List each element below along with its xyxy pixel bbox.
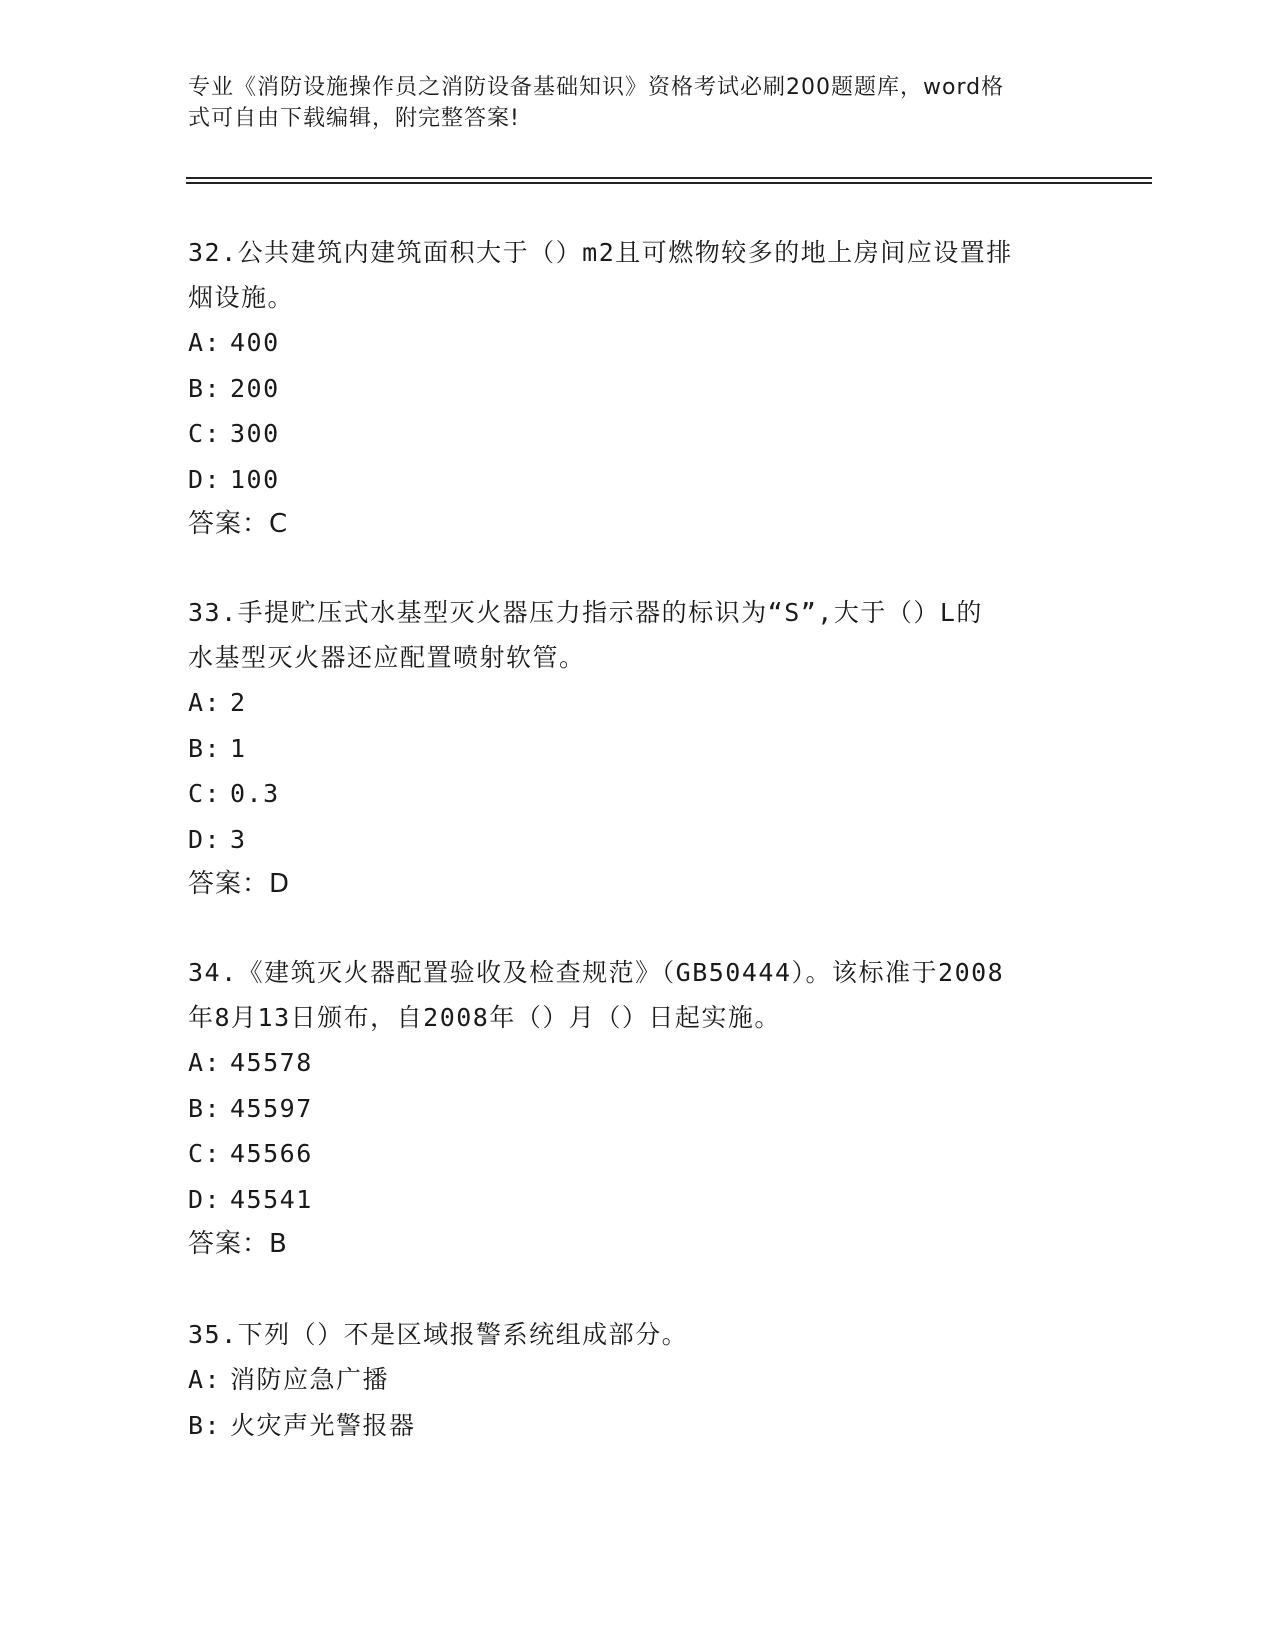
question-32 [188,230,1078,547]
answer-line: 答案：D [188,869,291,899]
option-text: 300 [230,419,280,448]
question-stem-line: 年8月13日颁布，自2008年（）月（）日起实施。 [188,1003,781,1032]
question-stem [188,590,1078,680]
question-stem [188,950,1078,1040]
question-stem-line: 35.下列（）不是区域报警系统组成部分。 [188,1320,689,1349]
question-stem-line: 烟设施。 [188,283,295,312]
option-text: 0.3 [230,779,280,808]
option-label: A: [188,1365,222,1394]
option-a [188,680,1078,726]
option-label: C: [188,779,222,808]
option-c [188,1131,1078,1177]
option-label: D: [188,824,222,854]
question-stem [188,1312,1078,1357]
question-35 [188,1312,1078,1448]
option-label: D: [188,1184,222,1214]
option-text: 2 [230,688,247,717]
option-label: B: [188,1410,222,1440]
option-text: 45597 [230,1093,313,1123]
option-text: 45541 [230,1184,313,1214]
option-text: 200 [230,373,280,403]
option-b [188,1403,1078,1449]
document-header [188,72,1078,134]
header-line-2: 式可自由下载编辑，附完整答案! [188,106,520,131]
question-stem-line: 34.《建筑灭火器配置验收及检查规范》（GB50444）。该标准于2008 [188,958,1005,987]
option-label: A: [188,688,222,717]
option-label: C: [188,419,222,448]
option-label: B: [188,733,222,763]
option-label: D: [188,464,222,494]
option-d [188,457,1078,503]
header-line-1: 专业《消防设施操作员之消防设备基础知识》资格考试必刷200题题库，word格 [188,75,1005,100]
question-stem [188,230,1078,320]
option-text: 100 [230,464,280,494]
question-stem-line: 水基型灭火器还应配置喷射软管。 [188,643,586,672]
option-text: 火灾声光警报器 [230,1410,416,1440]
option-d [188,1177,1078,1223]
option-text: 消防应急广播 [230,1365,390,1394]
option-a [188,1040,1078,1086]
option-a [188,1357,1078,1403]
option-label: B: [188,1093,222,1123]
option-c [188,771,1078,817]
option-d [188,817,1078,863]
option-text: 1 [230,733,247,763]
option-a [188,320,1078,366]
question-33 [188,590,1078,907]
question-stem-line: 33.手提贮压式水基型灭火器压力指示器的标识为“S”,大于（）L的 [188,598,983,627]
option-c [188,411,1078,457]
option-b [188,366,1078,412]
option-b [188,726,1078,772]
question-34 [188,950,1078,1267]
header-divider-bottom [186,182,1152,184]
option-label: C: [188,1139,222,1168]
question-stem-line: 32.公共建筑内建筑面积大于（）m2且可燃物较多的地上房间应设置排 [188,238,1013,267]
header-divider-top [186,177,1152,179]
option-label: A: [188,1048,222,1077]
option-text: 400 [230,328,280,357]
option-text: 45566 [230,1139,313,1168]
option-b [188,1086,1078,1132]
option-label: A: [188,328,222,357]
answer-line: 答案：C [188,509,289,539]
option-label: B: [188,373,222,403]
option-text: 45578 [230,1048,313,1077]
option-text: 3 [230,824,247,854]
answer-line: 答案：B [188,1229,288,1259]
